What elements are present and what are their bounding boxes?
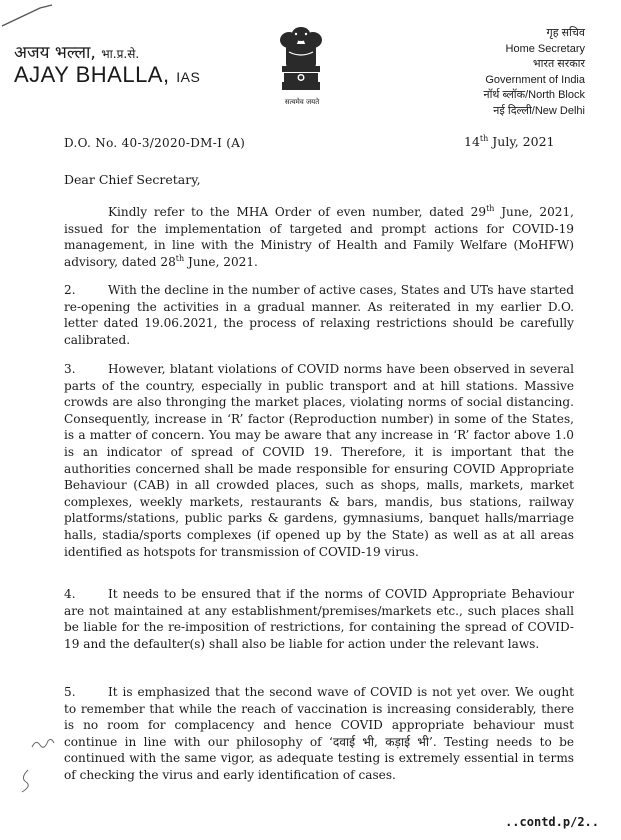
para3-text: However, blatant violations of COVID norms have been observed in several parts of the country, especially in public transport and at hill stations. Massive crowds are also thronging the market places, violating norms of social distancing. Consequently, increase in ‘R’ factor (Reproduction number) in some of the States, is a matter of concern. You may be aware that any increase in ‘R’ factor above 1.0 is an indicator of spread of COVID 19. Therefore, it is important that the authorities concerned shall be made responsible for ensuring COVID Appropriate Behaviour (CAB) in all crowded places, such as shops, malls, markets, market complexes, weekly markets, restaurants & bars, mandis, bus stations, railway platforms/stations, public parks & gardens, gymnasiums, banquet halls/marriage halls, stadia/sports complexes (if opened up by the State) as well as at all areas identified as hotspots for transmission of COVID-19 virus. <box>64 362 574 559</box>
date-day: 14 <box>464 134 480 150</box>
government-english: Government of India <box>485 73 585 86</box>
continuation-note: ..contd.p/2.. <box>505 815 599 829</box>
paragraph-3 <box>64 361 574 560</box>
office-block: नॉर्थ ब्लॉक/North Block <box>483 89 585 101</box>
para4-number: 4. <box>64 587 76 601</box>
para5-number: 5. <box>64 685 76 699</box>
government-hindi: भारत सरकार <box>532 58 585 70</box>
date-suffix: th <box>479 134 489 143</box>
pen-stroke-mark <box>0 0 60 30</box>
sender-name-english <box>14 62 200 88</box>
para4-text: It needs to be ensured that if the norms of COVID Appropriate Behaviour are not maintained at any establishment/premises/markets etc., such places shall be liable for the re-imposition of restrictions, for containing the spread of COVID-19 and the defaulter(s) shall also be liable for action under the relevant laws. <box>64 587 574 651</box>
paragraph-4 <box>64 586 574 652</box>
paragraph-5 <box>64 684 574 784</box>
margin-mark <box>18 768 32 794</box>
office-city: नई दिल्ली/New Delhi <box>493 104 585 117</box>
para1-text-a: Kindly refer to the MHA Order of even number, dated 29 <box>108 205 487 219</box>
sender-title-hindi: भा.प्र.से. <box>101 47 140 61</box>
date-rest: July, 2021 <box>492 134 555 150</box>
emblem-motto: सत्यमेव जयते <box>284 98 320 106</box>
paragraph-1 <box>64 204 574 270</box>
national-emblem-icon <box>274 24 328 108</box>
letter-date <box>464 134 555 149</box>
para1-text-c: June, 2021. <box>184 254 258 269</box>
designation-english: Home Secretary <box>505 42 585 55</box>
sender-name-hindi-text: अजय भल्ला, <box>14 43 96 63</box>
para3-number: 3. <box>64 362 76 376</box>
letter-reference: D.O. No. 40-3/2020-DM-I (A) <box>64 136 246 150</box>
margin-mark <box>30 735 56 751</box>
salutation: Dear Chief Secretary, <box>64 172 201 187</box>
sender-title-english: IAS <box>176 69 201 85</box>
para1-sup-b: th <box>175 253 185 263</box>
office-address <box>435 26 585 119</box>
sender-name-hindi <box>14 40 139 63</box>
para2-number: 2. <box>64 283 76 297</box>
paragraph-2 <box>64 282 574 348</box>
para1-sup-a: th <box>486 203 495 213</box>
para1-text-b: June, 2021, issued for the implementation of targeted and prompt actions for COVID-19 management, in line with the Ministry of Health and Family Welfare (MoHFW) advisory, dated 28 <box>64 205 574 269</box>
sender-name-english-text: AJAY BHALLA, <box>14 62 170 87</box>
para2-text: With the decline in the number of active cases, States and UTs have started re-opening the activities in a gradual manner. As reiterated in my earlier D.O. letter dated 19.06.2021, the process of relaxing restrictions should be carefully calibrated. <box>64 283 574 347</box>
para5-text: It is emphasized that the second wave of COVID is not yet over. We ought to remember that while the reach of vaccination is increasing considerably, there is no room for complacency and hence COVID appropriate behaviour must continue in line with our philosophy of ‘दवाई भी, कड़ाई भी’. Testing needs to be continued with the same vigor, as adequate testing is extremely essential in terms of checking the virus and early identification of cases. <box>64 685 574 782</box>
designation-hindi: गृह सचिव <box>546 27 585 39</box>
